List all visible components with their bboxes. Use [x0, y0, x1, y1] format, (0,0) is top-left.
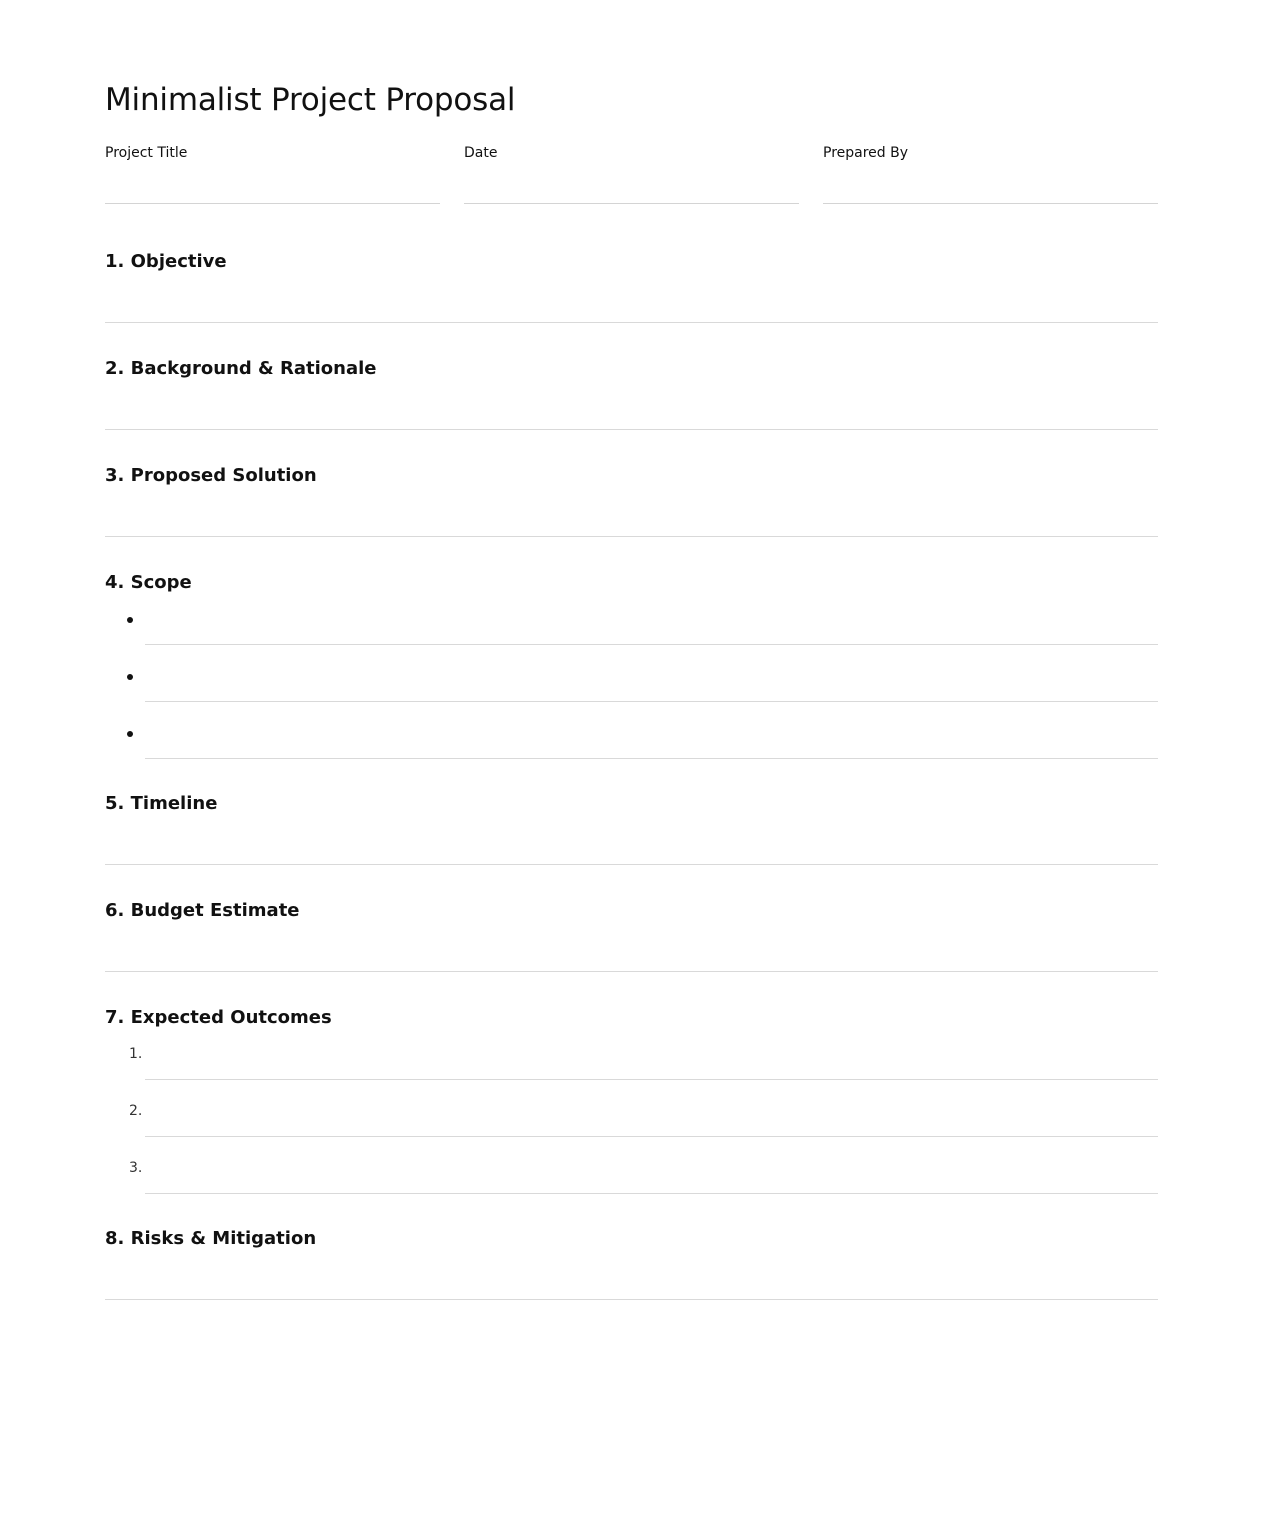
outcomes-heading: 7. Expected Outcomes — [105, 1007, 332, 1028]
budget-field-line[interactable] — [105, 971, 1158, 972]
outcome-number-3: 3. — [129, 1160, 143, 1176]
timeline-heading: 5. Timeline — [105, 793, 218, 814]
scope-bullet-2 — [127, 674, 133, 680]
outcome-number-1: 1. — [129, 1046, 143, 1062]
project-title-field[interactable] — [105, 144, 440, 204]
background-section — [105, 357, 1158, 431]
meta-fields — [105, 144, 1158, 204]
project-title-label: Project Title — [105, 145, 188, 161]
solution-section — [105, 464, 1158, 538]
prepared-by-field[interactable] — [823, 144, 1158, 204]
budget-section — [105, 899, 1158, 973]
background-field-line[interactable] — [105, 429, 1158, 430]
objective-field-line[interactable] — [105, 322, 1158, 323]
scope-item-3[interactable] — [145, 701, 1158, 759]
scope-section — [105, 571, 1158, 759]
solution-field-line[interactable] — [105, 536, 1158, 537]
objective-heading: 1. Objective — [105, 251, 227, 272]
scope-item-1[interactable] — [145, 587, 1158, 645]
risks-heading: 8. Risks & Mitigation — [105, 1228, 317, 1249]
outcome-item-3[interactable] — [145, 1136, 1158, 1194]
outcome-number-2: 2. — [129, 1103, 143, 1119]
outcome-item-1[interactable] — [145, 1022, 1158, 1080]
scope-heading: 4. Scope — [105, 572, 192, 593]
scope-bullet-3 — [127, 731, 133, 737]
timeline-field-line[interactable] — [105, 864, 1158, 865]
solution-heading: 3. Proposed Solution — [105, 465, 317, 486]
timeline-section — [105, 792, 1158, 866]
objective-section — [105, 250, 1158, 324]
scope-bullet-1 — [127, 617, 133, 623]
page-title: Minimalist Project Proposal — [105, 82, 516, 118]
scope-item-2[interactable] — [145, 644, 1158, 702]
risks-field-line[interactable] — [105, 1299, 1158, 1300]
date-field[interactable] — [464, 144, 799, 204]
budget-heading: 6. Budget Estimate — [105, 900, 300, 921]
date-label: Date — [464, 145, 498, 161]
prepared-by-label: Prepared By — [823, 145, 909, 161]
outcome-item-2[interactable] — [145, 1079, 1158, 1137]
outcomes-section — [105, 1006, 1158, 1194]
background-heading: 2. Background & Rationale — [105, 358, 377, 379]
risks-section — [105, 1227, 1158, 1301]
